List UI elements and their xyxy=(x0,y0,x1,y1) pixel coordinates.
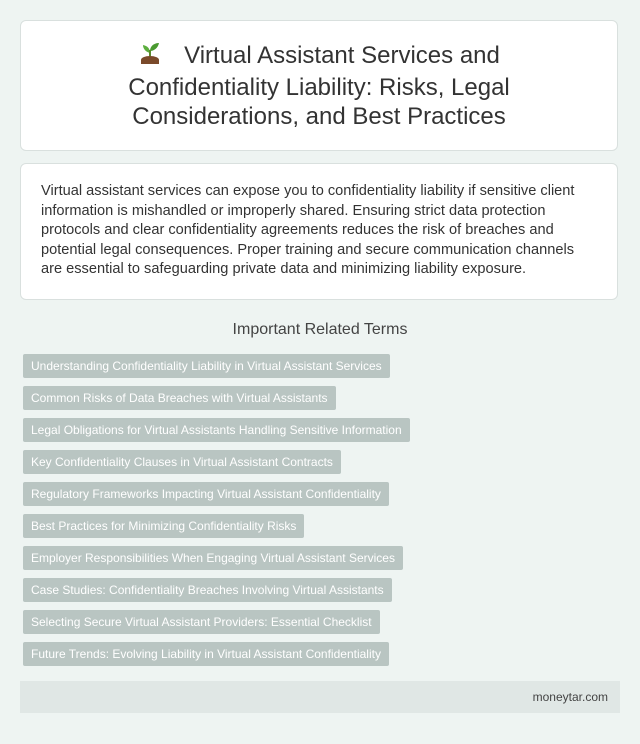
title-card xyxy=(20,20,618,151)
summary-card xyxy=(20,163,618,300)
related-term-tag[interactable]: Selecting Secure Virtual Assistant Providers: Essential Checklist xyxy=(23,610,380,634)
related-term-tag[interactable]: Future Trends: Evolving Liability in Virtual Assistant Confidentiality xyxy=(23,642,389,666)
footer-site-link[interactable]: moneytar.com xyxy=(532,690,608,704)
related-term-tag[interactable]: Legal Obligations for Virtual Assistants Handling Sensitive Information xyxy=(23,418,410,442)
sprout-icon xyxy=(138,40,162,73)
related-terms-list xyxy=(23,354,623,674)
related-term-tag[interactable]: Case Studies: Confidentiality Breaches Involving Virtual Assistants xyxy=(23,578,392,602)
page-title xyxy=(61,40,577,131)
related-terms-heading: Important Related Terms xyxy=(232,321,408,338)
page-title-text: Virtual Assistant Services and Confidentiality Liability: Risks, Legal Considerations, and Best Practices xyxy=(128,42,510,130)
related-term-tag[interactable]: Employer Responsibilities When Engaging Virtual Assistant Services xyxy=(23,546,403,570)
footer xyxy=(20,681,620,713)
related-term-tag[interactable]: Best Practices for Minimizing Confidentiality Risks xyxy=(23,514,304,538)
summary-text: Virtual assistant services can expose you to confidentiality liability if sensitive client information is mishandled or improperly shared. Ensuring strict data protection protocols and clear confidentiality agreements reduces the risk of breaches and potential legal consequences. Proper training and secure communication channels are essential to safeguarding private data and minimizing liability exposure. xyxy=(41,183,575,277)
related-term-tag[interactable]: Regulatory Frameworks Impacting Virtual Assistant Confidentiality xyxy=(23,482,389,506)
related-term-tag[interactable]: Understanding Confidentiality Liability in Virtual Assistant Services xyxy=(23,354,390,378)
related-term-tag[interactable]: Key Confidentiality Clauses in Virtual Assistant Contracts xyxy=(23,450,341,474)
related-term-tag[interactable]: Common Risks of Data Breaches with Virtual Assistants xyxy=(23,386,336,410)
